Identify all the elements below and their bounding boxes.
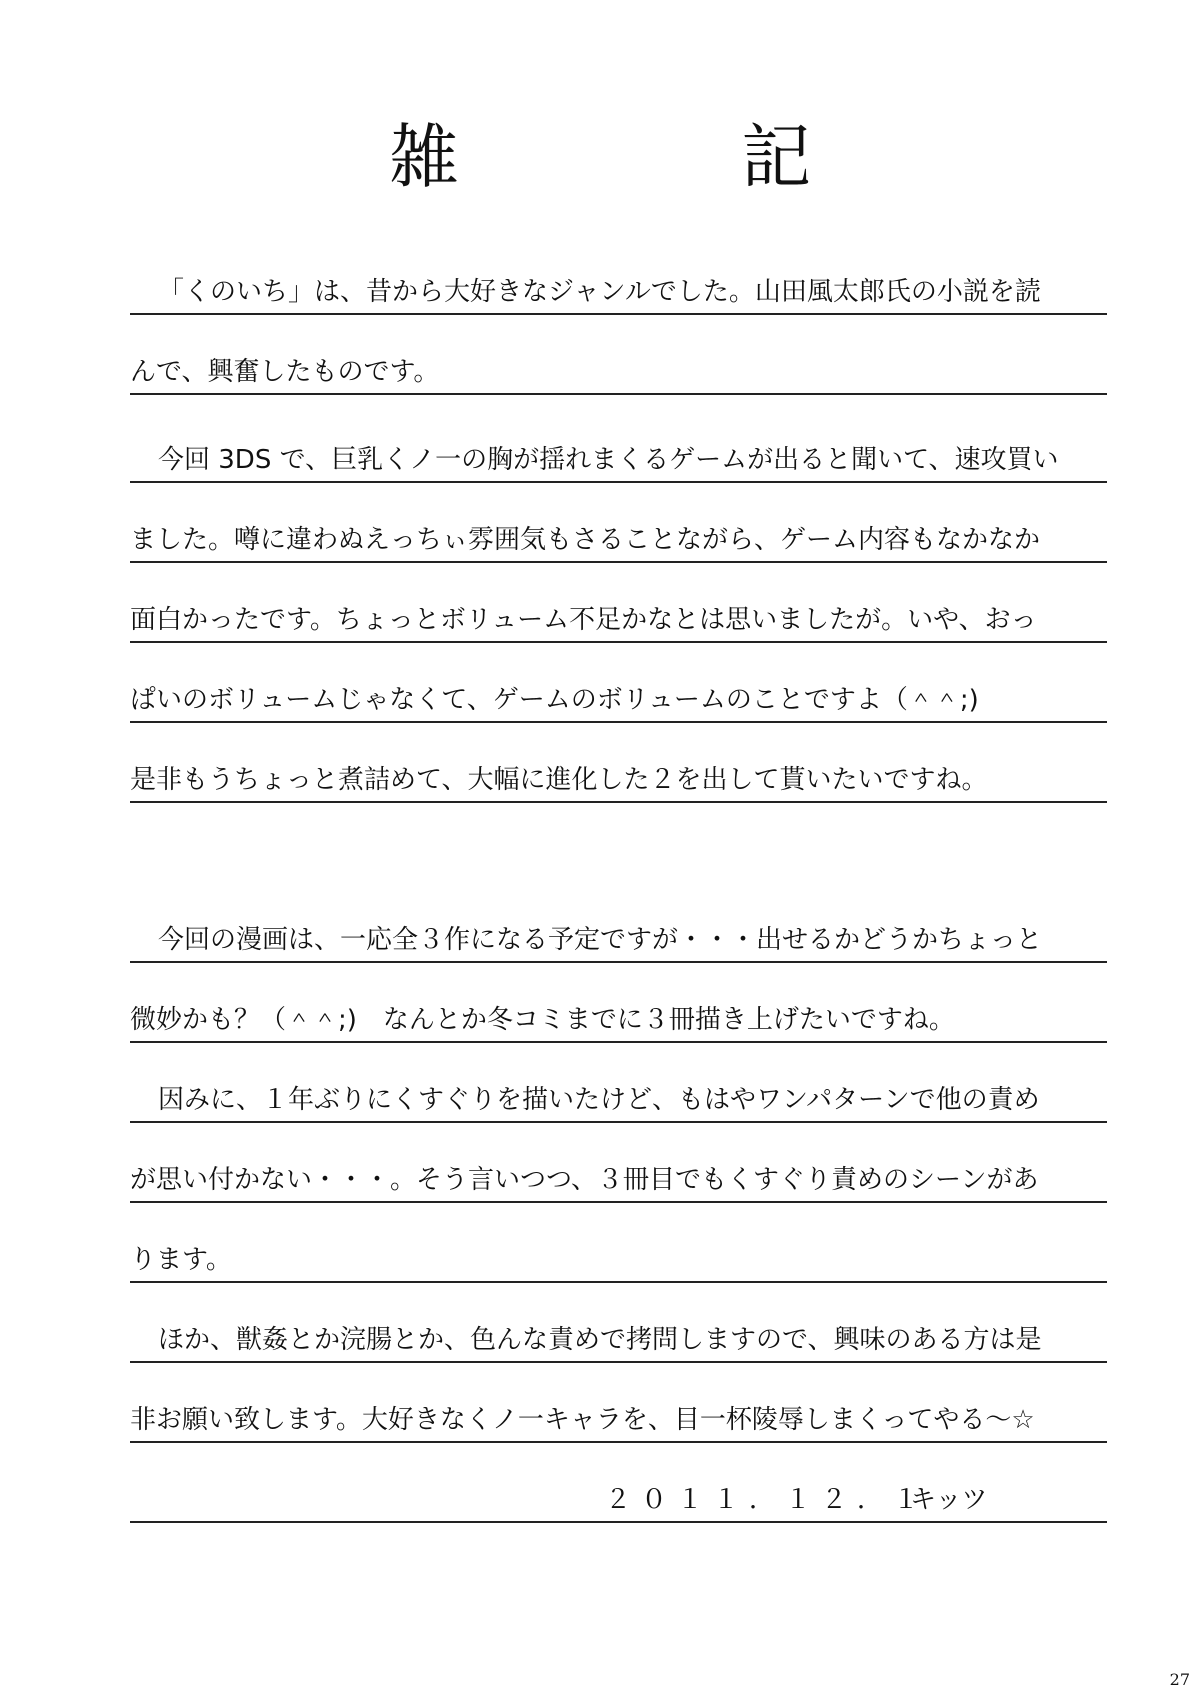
text-line: 非お願い致します。大好きなくノ一キャラを、目一杯陵辱しまくってやる～☆ (130, 1403, 1107, 1443)
signature-line (130, 1483, 1107, 1523)
text-line: 今回 3DS で、巨乳くノ一の胸が揺れまくるゲームが出ると聞いて、速攻買い (130, 443, 1107, 483)
text-line: 面白かったです。ちょっとボリューム不足かなとは思いましたが。いや、おっ (130, 603, 1107, 643)
text-line: ります。 (130, 1243, 1107, 1283)
signature-date: ２０１１．１２．１ (605, 1485, 930, 1515)
text-line: んで、興奮したものです。 (130, 355, 1107, 395)
text-line: 微妙かも？（＾＾;) なんとか冬コミまでに３冊描き上げたいですね。 (130, 1003, 1107, 1043)
text-line: 今回の漫画は、一応全３作になる予定ですが・・・出せるかどうかちょっと (130, 923, 1107, 963)
signature-author: キッツ (910, 1485, 988, 1515)
text-line: が思い付かない・・・。そう言いつつ、３冊目でもくすぐり責めのシーンがあ (130, 1163, 1107, 1203)
text-line: 「くのいち」は、昔から大好きなジャンルでした。山田風太郎氏の小説を読 (130, 275, 1107, 315)
text-line: ました。噂に違わぬえっちぃ雰囲気もさることながら、ゲーム内容もなかなか (130, 523, 1107, 563)
page-title: 雑 記 (388, 116, 942, 198)
page-number: 27 (1169, 1670, 1190, 1689)
text-line: ぱいのボリュームじゃなくて、ゲームのボリュームのことですよ（＾＾;) (130, 683, 1107, 723)
text-line: ほか、獣姦とか浣腸とか、色んな責めで拷問しますので、興味のある方は是 (130, 1323, 1107, 1363)
text-line: 是非もうちょっと煮詰めて、大幅に進化した２を出して貰いたいですね。 (130, 763, 1107, 803)
text-line: 因みに、１年ぶりにくすぐりを描いたけど、もはやワンパターンで他の責め (130, 1083, 1107, 1123)
